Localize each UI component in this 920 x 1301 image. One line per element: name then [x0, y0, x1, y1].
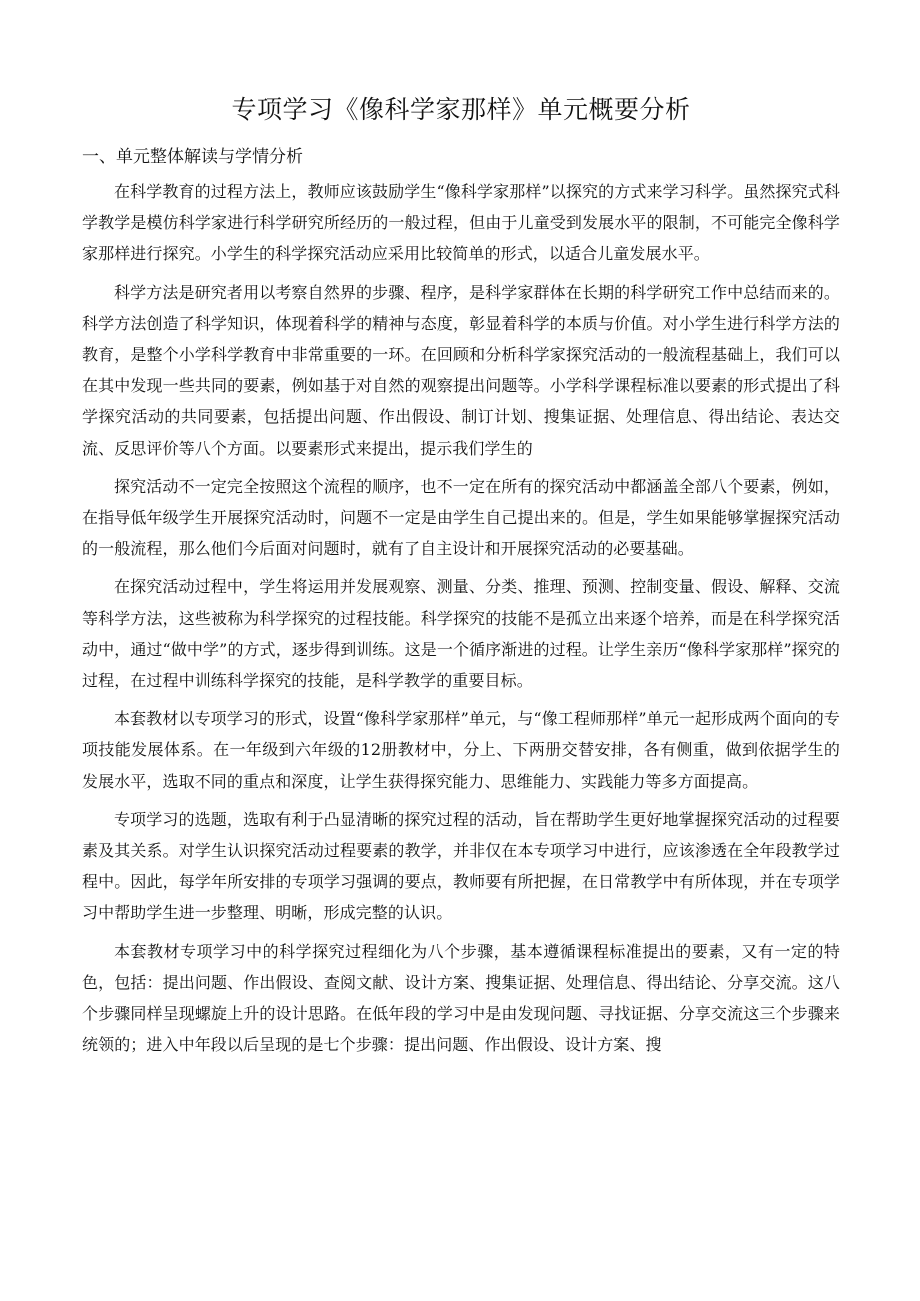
document-title: 专项学习《像科学家那样》单元概要分析 [231, 95, 691, 124]
document-page [82, 90, 840, 1067]
paragraph-5: 本套教材以专项学习的形式，设置“像科学家那样”单元，与“像工程师那样”单元一起形成两个面向的专项技能发展体系。在一年级到六年级的12册教材中，分上、下两册交替安排，各有侧重，做到依据学生的发展水平，选取不同的重点和深度，让学生获得探究能力、思维能力、实践能力等多方面提高。 [82, 709, 840, 791]
paragraph-1: 在科学教育的过程方法上，教师应该鼓励学生“像科学家那样”以探究的方式来学习科学。虽然探究式科学教学是模仿科学家进行科学研究所经历的一般过程，但由于儿童受到发展水平的限制，不可能完全像科学家那样进行探究。小学生的科学探究活动应采用比较简单的形式，以适合儿童发展水平。 [82, 182, 840, 264]
paragraph-2: 科学方法是研究者用以考察自然界的步骤、程序，是科学家群体在长期的科学研究工作中总结而来的。科学方法创造了科学知识，体现着科学的精神与态度，彰显着科学的本质与价值。对小学生进行科学方法的教育，是整个小学科学教育中非常重要的一环。在回顾和分析科学家探究活动的一般流程基础上，我们可以在其中发现一些共同的要素，例如基于对自然的观察提出问题等。小学科学课程标准以要素的形式提出了科学探究活动的共同要素，包括提出问题、作出假设、制订计划、搜集证据、处理信息、得出结论、表达交流、反思评价等八个方面。以要素形式来提出，提示我们学生的 [82, 282, 840, 458]
paragraph-7: 本套教材专项学习中的科学探究过程细化为八个步骤，基本遵循课程标准提出的要素，又有一定的特色，包括：提出问题、作出假设、查阅文献、设计方案、搜集证据、处理信息、得出结论、分享交流。这八个步骤同样呈现螺旋上升的设计思路。在低年段的学习中是由发现问题、寻找证据、分享交流这三个步骤来统领的；进入中年段以后呈现的是七个步骤：提出问题、作出假设、设计方案、搜 [82, 941, 840, 1055]
paragraph-6: 专项学习的选题，选取有利于凸显清晰的探究过程的活动，旨在帮助学生更好地掌握探究活动的过程要素及其关系。对学生认识探究活动过程要素的教学，并非仅在本专项学习中进行，应该渗透在全年段教学过程中。因此，每学年所安排的专项学习强调的要点，教师要有所把握，在日常教学中有所体现，并在专项学习中帮助学生进一步整理、明晰，形成完整的认识。 [82, 809, 840, 923]
paragraph-4: 在探究活动过程中，学生将运用并发展观察、测量、分类、推理、预测、控制变量、假设、解释、交流等科学方法，这些被称为科学探究的过程技能。科学探究的技能不是孤立出来逐个培养，而是在科学探究活动中，通过“做中学”的方式，逐步得到训练。这是一个循序渐进的过程。让学生亲历“像科学家那样”探究的过程，在过程中训练科学探究的技能，是科学教学的重要目标。 [82, 577, 840, 691]
section-heading: 一、单元整体解读与学情分析 [82, 147, 303, 167]
paragraph-3: 探究活动不一定完全按照这个流程的顺序，也不一定在所有的探究活动中都涵盖全部八个要素，例如，在指导低年级学生开展探究活动时，问题不一定是由学生自己提出来的。但是，学生如果能够掌握探究活动的一般流程，那么他们今后面对问题时，就有了自主设计和开展探究活动的必要基础。 [82, 476, 840, 559]
